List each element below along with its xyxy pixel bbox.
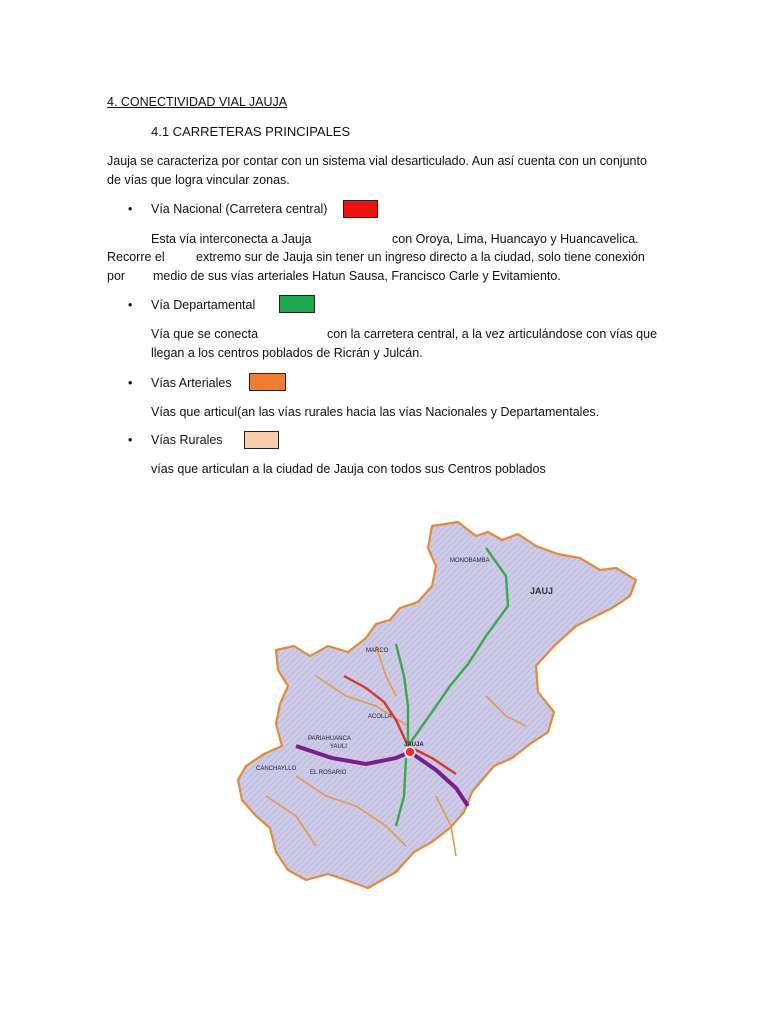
- map-label: JAUJ: [530, 586, 554, 596]
- desc-line: Vía que se conecta: [151, 327, 259, 341]
- subsection-heading: 4.1 CARRETERAS PRINCIPALES: [151, 124, 351, 139]
- legend-swatch-departamental: [279, 295, 315, 313]
- desc-line: medio de sus vías arteriales Hatun Sausa, Francisco Carle y Evitamiento.: [153, 269, 561, 283]
- desc-line: vías que articulan a la ciudad de Jauja con todos sus Centros poblados: [151, 462, 546, 476]
- desc-line: llegan a los centros poblados de Ricrán y Julcán.: [151, 346, 423, 360]
- bullet-glyph: •: [128, 433, 133, 447]
- desc-line: Recorre el: [107, 250, 165, 264]
- section-heading: 4. CONECTIVIDAD VIAL JAUJA: [107, 95, 288, 109]
- legend-label-arteriales: Vías Arteriales: [151, 376, 232, 390]
- legend-swatch-arteriales: [249, 373, 286, 391]
- map-label: YAULI: [330, 744, 347, 750]
- intro-line: de vías que logra vincular zonas.: [107, 173, 290, 187]
- map-label: MONOBAMBA: [450, 558, 490, 564]
- bullet-glyph: •: [128, 298, 133, 312]
- map-label: ACOLLA: [368, 714, 392, 720]
- map-label: PARIAHUANCA: [308, 736, 351, 742]
- legend-swatch-rurales: [244, 431, 279, 449]
- desc-line: con Oroya, Lima, Huancayo y Huancavelica.: [392, 232, 639, 246]
- desc-line: Vías que articul(an las vías rurales hacia las vías Nacionales y Departamentales.: [151, 405, 600, 419]
- road-map: [236, 496, 654, 894]
- bullet-glyph: •: [128, 202, 133, 216]
- map-label: JAUJA: [404, 742, 424, 748]
- map-label: MARCO: [366, 648, 389, 654]
- legend-swatch-nacional: [343, 200, 378, 218]
- legend-label-departamental: Vía Departamental: [151, 298, 256, 312]
- desc-line: por: [107, 269, 126, 283]
- map-label: CANCHAYLLO: [256, 766, 297, 772]
- bullet-glyph: •: [128, 376, 133, 390]
- legend-label-nacional: Vía Nacional (Carretera central): [151, 202, 328, 216]
- jauja-city-marker: [405, 747, 415, 757]
- legend-label-rurales: Vías Rurales: [151, 433, 223, 447]
- desc-line: Esta vía interconecta a Jauja: [151, 232, 312, 246]
- desc-line: con la carretera central, a la vez articulándose con vías que: [327, 327, 658, 341]
- intro-paragraph: [107, 152, 647, 190]
- map-label: EL ROSARIO: [310, 770, 347, 776]
- intro-line: Jauja se caracteriza por contar con un sistema vial desarticulado. Aun así cuenta con un conjunto: [107, 154, 647, 168]
- desc-line: extremo sur de Jauja sin tener un ingreso directo a la ciudad, solo tiene conexión: [196, 250, 645, 264]
